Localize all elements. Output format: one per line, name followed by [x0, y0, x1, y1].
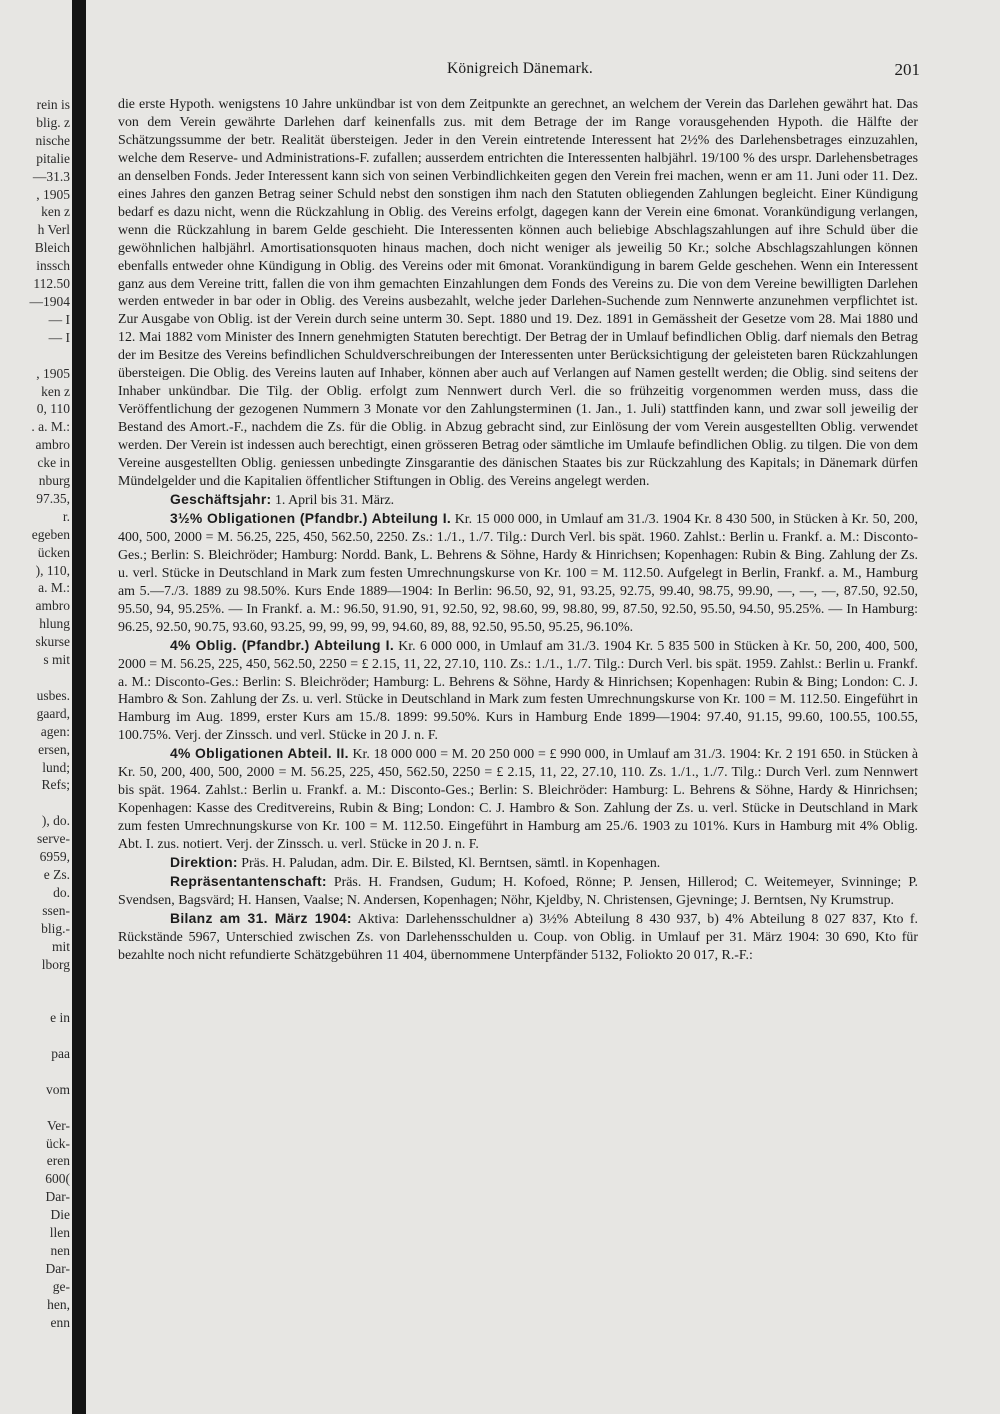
paragraph-text: Kr. 18 000 000 = M. 20 250 000 = £ 990 000, in Umlauf am 31./3. 1904: Kr. 2 191 650. in Stücken à Kr. 50, 200, 400, 500, 2000 = M. 56.25, 225, 450, 562.50, 2250 = £ 2.15, 11, 22, 27.10, 110. Zs. 1./1., 1./7. Tilg.: Durch Verl. zum Nennwert bis spät. 1964. Zahlst.: Berlin u. Frankf. a. M.: Disconto-Ges.; Berlin: S. Bleichröder: Hamburg: L. Behrens & Söhne, Hardy & Hinrichsen; Kopenhagen: Kasse des Creditvereins, Rubin & Bing; London: C. J. Hambro & Son. Zahlung der Zs. u. verl. Stücke in Deutschland in Mark zum festen Umrechnungskurse von Kr. 100 = M. 112.50. Eingeführt in Hamburg am 25./6. 1903 zu 101%. Kurs in Hamburg mit 4% Oblig. Abt. I. zus. notiert. Verj. der Zinssch. u. verl. Stücke in 20 J. n. F.	[118, 747, 918, 853]
fragment-line: rein is	[36, 97, 70, 112]
fragment-line: Dar-	[45, 1189, 70, 1205]
fragment-line: mit	[51, 938, 70, 954]
fragment-line: lund;	[42, 759, 70, 775]
fragment-line: r.	[62, 508, 70, 524]
fragment-line: Ver-	[47, 1117, 70, 1133]
fragment-line: e Zs.	[43, 866, 70, 882]
page-header	[120, 60, 920, 82]
paragraph-text: die erste Hypoth. wenigstens 10 Jahre unkündbar ist von dem Zeitpunkte an gerechnet, an welchem der Verein das Darlehen gewährt hat. Das von dem Verein gewährte Darlehen darf keinenfalls zus. mit dem Betrage der im Range vorausgehenden Hypoth. die Hälfte der Schätzungssumme der betr. Realität übersteigen. Jeder in den Verein eintretende Interessent hat 2½% des Darlehensbetrages einzuzahlen, welche dem Reserve- und Administrations-F. zufallen; ausserdem entrichten die Interessenten halbjährl. 19/100 % des urspr. Darlehensbetrages an denselben Fonds. Jeder Interessent kann sich von seinen Verbindlichkeiten gegen den Verein frei machen, wenn er am 11. Juni oder 11. Dez. eines Jahres den ganzen Betrag seiner Schuld nebst den sonstigen ihm nach den Statuten obliegenden Zahlungen begleicht. Einer Kündigung bedarf es dazu nicht, wenn die Rückzahlung in Oblig. des Vereins erfolgt, dagegen kann der Verein eine 6monat. Vorankündigung verlangen, wenn die Rückzahlung in barem Gelde geschieht. Die Interessenten können auch beliebige Abschlagszahlungen auf ihre Schuld über die gewöhnlichen halbjährl. Amortisationsquoten hinaus machen, doch nicht weniger als jeweilig 50 Kr.; solche Abschlagszahlungen können ebenfalls entweder ohne Kündigung in Oblig. des Vereins oder mit 6monat. Vorankündigung in barem Gelde geschehen. Wenn ein Interessent ganz aus dem Vereine tritt, fallen die von ihm gemachten Einzahlungen dem Fonds des Vereins zu. Die von dem Vereine bewilligten Darlehen werden entweder in bar oder in Oblig. des Vereins ausbezahlt, welche jeder Darlehen-Suchende zum Nennwerte anzunehmen verpflichtet ist. Zur Ausgabe von Oblig. ist der Verein durch seine unterm 30. Sept. 1880 und 19. Dez. 1891 in Gemässheit der Gesetze vom 28. Mai 1880 und 12. Mai 1882 vom Minister des Innern genehmigten Statuten berechtigt. Der Betrag der in Umlauf befindlichen Oblig. darf niemals den Betrag der im Besitze des Vereins befindlichen Schuldverschreibungen der Interessenten unter Berücksichtigung der geleisteten baren Rückzahlungen übersteigen. Die Oblig. des Vereins lauten auf Inhaber, können aber auch auf Verlangen auf Namen gestellt werden; die Oblig. sind seitens der Inhaber unkündbar. Die Tilg. der Oblig. erfolgt zum Nennwert durch Verl. die so frühzeitig vorgenommen werden muss, dass die Veröffentlichung der gezogenen Nummern 3 Monate vor den Zahlungsterminen (1. Jan., 1. Juli) stattfinden kann, und zwar soll jeweilig der Bestand des Amort.-F., nachdem die Zs. für die Oblig. in Abzug gebracht sind, zur Einlösung der vom Verein ausgestellten Oblig. verwendet werden. Der Verein ist indessen auch berechtigt, einen grösseren Betrag oder sämtliche im Umlaufe befindlichen Oblig. zu tilgen. Die von dem Vereine ausgestellten Oblig. geniessen unbedingte Zinsgarantie des dänischen Staates bis zur Rückzahlung des Kapitals; in Dänemark dürfen Mündelgelder und die Kapitalien öffentlicher Stiftungen in Oblig. des Vereins angelegt werden.	[118, 97, 918, 490]
paragraph-heading: Bilanz am 31. März 1904:	[170, 909, 352, 926]
fragment-line: 6959,	[39, 849, 70, 865]
running-title: Königreich Dänemark.	[446, 60, 594, 77]
fragment-line: vom	[45, 1081, 70, 1097]
fragment-line: eren	[46, 1153, 70, 1169]
fragment-line: serve-	[37, 831, 70, 847]
fragment-line: 112.50	[33, 276, 70, 292]
fragment-line: Refs;	[41, 777, 70, 793]
fragment-line	[0, 1063, 70, 1081]
fragment-line: nburg	[38, 473, 70, 489]
fragment-line: ge-	[52, 1278, 70, 1294]
fragment-line: —31.3	[32, 168, 70, 184]
fragment-line	[0, 973, 70, 991]
paragraph-heading: 3½% Obligationen (Pfandbr.) Abteilung I.	[170, 509, 452, 526]
fragment-line: hlung	[39, 616, 70, 632]
fragment-line: e in	[50, 1010, 70, 1026]
fragment-line: — I	[48, 329, 70, 345]
paragraph-direktion	[118, 854, 918, 873]
paragraph-text: Präs. H. Paludan, adm. Dir. E. Bilsted, Kl. Berntsen, sämtl. in Kopenhagen.	[237, 856, 661, 872]
fragment-line: gaard,	[36, 705, 70, 721]
fragment-line: do.	[53, 884, 70, 900]
fragment-line: ssen-	[42, 902, 70, 918]
fragment-line: enn	[50, 1314, 70, 1330]
paragraph-obligations-4-abt2	[118, 745, 918, 854]
paragraph-statutes	[118, 96, 918, 491]
book-gutter	[72, 0, 86, 1414]
fragment-line: Bleich	[34, 240, 70, 256]
fragment-line: blig. z	[36, 114, 70, 130]
fragment-line: ), do.	[41, 813, 70, 829]
fragment-line: ambro	[35, 598, 70, 614]
fragment-line: ), 110,	[35, 562, 70, 578]
fragment-line	[0, 794, 70, 812]
paragraph-heading: Repräsentantenschaft:	[170, 872, 327, 889]
body-text	[118, 96, 918, 965]
fragment-line: ücken	[37, 544, 70, 560]
paragraph-heading: 4% Oblig. (Pfandbr.) Abteilung I.	[170, 636, 394, 653]
fragment-line: h Verl	[37, 222, 70, 238]
fragment-line: , 1905	[36, 186, 70, 202]
fragment-line: lborg	[41, 956, 70, 972]
fragment-line: pitalie	[36, 150, 70, 166]
paragraph-obligations-4-abt1	[118, 637, 918, 746]
fragment-line: a. M.:	[38, 580, 70, 596]
paragraph-heading: Direktion:	[170, 854, 238, 871]
fragment-line: cke in	[37, 455, 70, 471]
paragraph-bilanz	[118, 910, 918, 965]
fragment-line: agen:	[40, 723, 70, 739]
fragment-line: —1904	[29, 293, 70, 309]
page-number: 201	[894, 60, 920, 79]
fragment-line: blig.-	[41, 920, 70, 936]
fragment-line: , 1905	[36, 365, 70, 381]
fragment-line	[0, 991, 70, 1009]
fragment-line: egeben	[31, 526, 70, 542]
fragment-line: . a. M.:	[31, 419, 70, 435]
paragraph-repraesentanten	[118, 873, 918, 910]
paragraph-text: Präs. H. Frandsen, Gudum; H. Kofoed, Rönne; P. Jensen, Hillerod; C. Weitemeyer, Svinninge; P. Svendsen, Bagsvärd; H. Hansen, Vaalse; N. Andersen, Kopenhagen; Nöhr, Kjeldby, N. Christensen, Gjevninge; J. Berntsen, Ny Krumstrup.	[118, 874, 918, 908]
fragment-line: nen	[50, 1243, 70, 1258]
fragment-line: — I	[48, 311, 70, 327]
fragment-line	[0, 669, 70, 687]
fragment-line: ück-	[46, 1135, 70, 1151]
fragment-line: 97.35,	[36, 490, 70, 506]
fragment-line: ken z	[41, 204, 70, 220]
fragment-line: 0, 110	[36, 401, 70, 417]
fragment-line: 600(	[45, 1171, 70, 1187]
fragment-line: s mit	[43, 652, 70, 668]
fragment-line: paa	[51, 1046, 70, 1062]
fragment-line	[0, 347, 70, 365]
paragraph-heading: Geschäftsjahr:	[170, 490, 272, 507]
paragraph-fiscal-year	[118, 491, 918, 510]
fragment-line: skurse	[35, 634, 70, 650]
fragment-line	[0, 1027, 70, 1045]
paragraph-text: Aktiva: Darlehensschuldner a) 3½% Abteilung 8 430 937, b) 4% Abteilung 8 027 837, Kto f. Rückstände 5967, Unterschied zwischen Zs. von Darlehensschulden u. Coup. von Oblig. in Umlauf per 31. März 1904: 30 690, Kto für bezahlte noch nicht refundierte Schätzgebühren 11 404, übernommene Unterpfänder 5132, Foliokto 20 017, R.-F.:	[118, 911, 918, 963]
fragment-line: ambro	[35, 437, 70, 453]
fragment-line: hen,	[47, 1296, 70, 1312]
paragraph-text: Kr. 6 000 000, in Umlauf am 31./3. 1904 Kr. 5 835 500 in Stücken à Kr. 50, 200, 400, 500, 2000 = M. 56.25, 225, 450, 562.50, 2250 = £ 2.15, 11, 22, 27.10, 110. Zs.: 1./1., 1./7. Tilg.: Durch Verl. bis spät. 1959. Zahlst.: Berlin u. Frankf. a. M.: Disconto-Ges.: Berlin: S. Bleichröder; Hamburg: L. Behrens & Söhne, Hardy & Hinrichsen; Kopenhagen: Rubin & Bing; London: C. J. Hambro & Son. Zahlung der Zs. u. verl. Stücke in Deutschland in Mark zum festen Umrechnungskurse von Kr. 100 = M. 112.50. Eingeführt in Hamburg im Aug. 1899, erster Kurs am 15./8. 1899: 99.50%. Kurs in Hamburg Ende 1899—1904: 97.40, 91.15, 99.60, 100.55, 100.55, 100.75%. Verj. der Zinssch. und verl. Stücke in 20 J. n. F.	[118, 638, 918, 744]
paragraph-text: Kr. 15 000 000, in Umlauf am 31./3. 1904 Kr. 8 430 500, in Stücken à Kr. 50, 200, 400, 500, 2000 = M. 56.25, 225, 450, 562.50, 2250. Zs.: 1./1., 1./7. Tilg.: Durch Verl. bis spät. 1960. Zahlst.: Berlin u. Frankf. a. M.: Disconto-Ges.; Berlin: S. Bleichröder; Hamburg: Nordd. Bank, L. Behrens & Söhne, Hardy & Hinrichsen; Kopenhagen: Rubin & Bing. Zahlung der Zs. u. verl. Stücke in Deutschland in Mark zum festen Umrechnungskurse von Kr. 100 = M. 112.50. Aufgelegt in Berlin, Frankf. a. M., Hamburg am 5.—7./3. 1889 zu 98.50%. Kurs Ende 1889—1904: In Berlin: 96.50, 92, 91, 93.25, 92.75, 99.40, 98.75, 99.90, —, —, —, 87.50, 92.50, 95.50, 94, 95.25%. — In Frankf. a. M.: 96.50, 91.90, 91, 92.50, 92, 98.60, 99, 98.80, 99, 87.50, 92.50, 95.50, 94.50, 95.25%. — In Hamburg: 96.25, 92.50, 90.75, 93.60, 93.25, 99, 99, 99, 99, 94.60, 89, 88, 92.50, 95.50, 95.25, 96.10%.	[118, 511, 918, 635]
paragraph-text: 1. April bis 31. März.	[271, 492, 395, 508]
paragraph-obligations-3-5	[118, 510, 918, 637]
fragment-line: nische	[35, 132, 70, 148]
fragment-line: llen	[49, 1225, 70, 1241]
fragment-line: Dar-	[45, 1260, 70, 1276]
fragment-line: ersen,	[38, 741, 70, 757]
adjacent-page-fragment	[0, 96, 70, 1396]
fragment-line: Die	[50, 1207, 70, 1223]
fragment-line: usbes.	[36, 687, 70, 703]
fragment-line: inssch	[36, 258, 70, 274]
fragment-line	[0, 1099, 70, 1117]
paragraph-heading: 4% Obligationen Abteil. II.	[170, 745, 349, 762]
fragment-line: ken z	[41, 383, 70, 399]
